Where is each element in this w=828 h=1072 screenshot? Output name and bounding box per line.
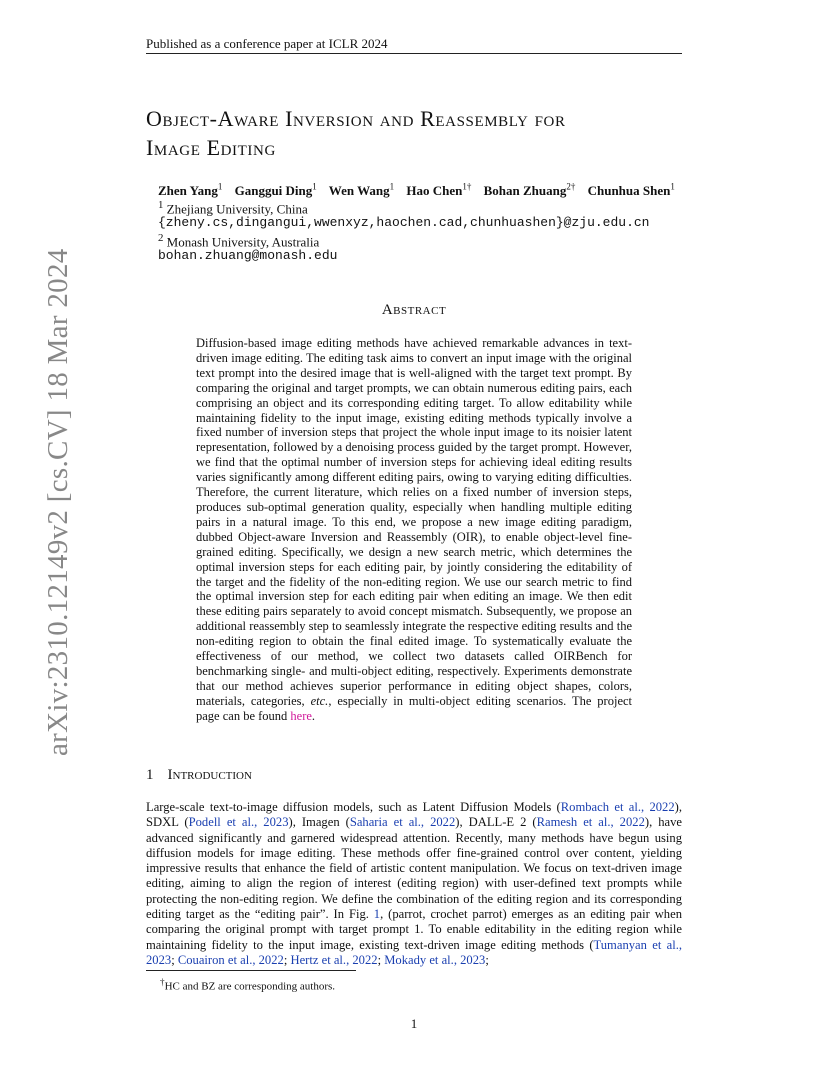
- section-title: Introduction: [167, 767, 252, 783]
- intro-paragraph: Large-scale text-to-image diffusion models, such as Latent Diffusion Models (Rombach et al., 2022), SDXL (Podell et al., 2023), Imagen (Saharia et al., 2022), DALL-E 2 (Ramesh et al., 2022), have advanced significantly and garnered widespread attention. Recently, many methods have begun using diffusion models for image editing. These methods offer fine-grained control over content, yielding impressive results that enhance the field of artistic content manipulation. We focus on text-driven image editing, aiming to align the region of interest (editing region) with user-defined text prompts while protecting the non-editing region. We define the combination of the editing region and its corresponding editing target as the “editing pair”. In Fig. 1, (parrot, crochet parrot) emerges as an editing pair when comparing the original prompt with target prompt 1. To enable editability in the editing region while maintaining fidelity to the input image, existing text-driven image editing methods (Tumanyan et al., 2023; Couairon et al., 2022; Hertz et al., 2022; Mokady et al., 2023;: [146, 800, 682, 967]
- author-5: Bohan Zhuang$^{2\dagger}$: [483, 182, 576, 199]
- title-line-2: Image Editing: [146, 135, 276, 160]
- author-list: [158, 182, 684, 199]
- citation-link[interactable]: Podell et al., 2023: [188, 815, 289, 830]
- title-line-1: Object-Aware Inversion and Reassembly for: [146, 106, 566, 131]
- running-header: Published as a conference paper at ICLR 2024: [146, 36, 388, 51]
- section-number: 1: [146, 767, 154, 783]
- abstract-body: Diffusion-based image editing methods have achieved remarkable advances in text-driven image editing. The editing task aims to convert an input image with the original text prompt into the desired image that is well-aligned with the target text prompt. By comparing the original and target prompts, we can obtain numerous editing pairs, each comprising an object and its corresponding editing target. To allow editability while maintaining fidelity to the input image, existing editing methods typically involve a fixed number of inversion steps that project the whole input image to its noisier latent representation, followed by a denoising process guided by the target prompt. However, we find that the optimal number of inversion steps for achieving ideal editing results varies significantly among different editing pairs, owing to varying editing difficulties. Therefore, the current literature, which relies on a fixed number of inversion steps, produces sub-optimal generation quality, especially when handling multiple editing pairs in a natural image. To this end, we propose a new image editing paradigm, dubbed Object-aware Inversion and Reassembly (OIR), to enable object-level fine-grained editing. Specifically, we design a new search metric, which determines the optimal inversion steps for each editing pair, by jointly considering the editability of the target and the fidelity of the non-editing region. We use our search metric to find the optimal inversion step for each editing pair when editing an image. We then edit these editing pairs separately to avoid concept mismatch. Subsequently, we propose an additional reassembly step to seamlessly integrate the respective editing results and the non-editing region to obtain the final edited image. To systematically evaluate the effectiveness of our method, we collect two datasets called OIRBench for benchmarking single- and multi-object editing, respectively. Experiments demonstrate that our method achieves superior performance in editing object shapes, colors, materials, categories, etc., especially in multi-object editing scenarios. The project page can be found here.: [196, 336, 633, 723]
- arxiv-stamp: arXiv:2310.12149v2 [cs.CV] 18 Mar 2024: [42, 248, 74, 756]
- citation-link[interactable]: Tumanyan et al., 2023: [146, 937, 682, 967]
- etc-italic: etc.: [310, 693, 329, 708]
- author-3: Wen Wang$^1$: [328, 182, 395, 199]
- citation-link[interactable]: Couairon et al., 2022: [177, 952, 284, 967]
- author-1: Zhen Yang$^1$: [158, 182, 223, 199]
- affiliation-1: $^1$ Zhejiang University, China: [158, 199, 308, 217]
- citation-link[interactable]: Saharia et al., 2022: [349, 815, 456, 830]
- header-rule: [146, 53, 682, 54]
- citation-link[interactable]: Mokady et al., 2023: [384, 952, 486, 967]
- author-4: Hao Chen$^{1\dagger}$: [406, 182, 472, 199]
- section-heading: [146, 767, 252, 784]
- project-page-link[interactable]: here: [290, 708, 312, 723]
- email-1: {zheny.cs,dingangui,wwenxyz,haochen.cad,chunhuashen}@zju.edu.cn: [158, 215, 650, 230]
- citation-link[interactable]: Hertz et al., 2022: [290, 952, 378, 967]
- citation-link[interactable]: Rombach et al., 2022: [560, 800, 675, 814]
- citation-link[interactable]: Ramesh et al., 2022: [536, 815, 645, 830]
- affiliation-2: $^2$ Monash University, Australia: [158, 232, 320, 250]
- author-2: Ganggui Ding$^1$: [234, 182, 317, 199]
- figure-ref-link[interactable]: 1: [373, 907, 381, 922]
- author-6: Chunhua Shen$^1$: [587, 182, 675, 199]
- footnote-rule: [146, 970, 356, 971]
- page-number: 1: [410, 1016, 418, 1031]
- paper-title: [146, 104, 706, 162]
- footnote: †HC and BZ are corresponding authors.: [160, 977, 336, 993]
- email-2: bohan.zhuang@monash.edu: [158, 248, 338, 263]
- abstract-heading: Abstract: [381, 302, 447, 318]
